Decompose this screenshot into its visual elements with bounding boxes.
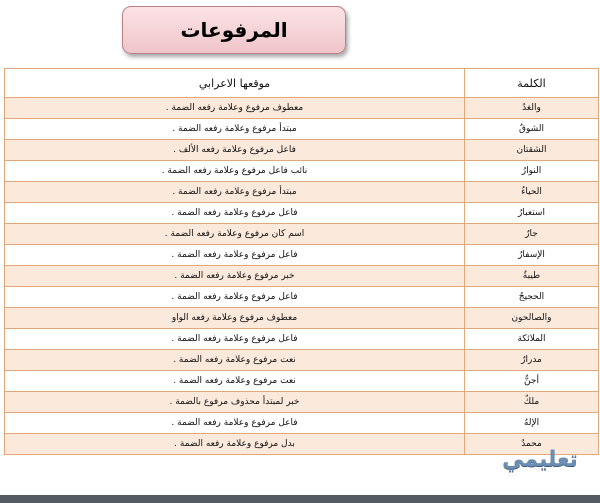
header-word: الكلمة [465, 69, 599, 98]
cell-position: فاعل مرفوع وعلامة رفعه الضمة . [5, 203, 465, 224]
table-row [5, 140, 599, 161]
table-row [5, 392, 599, 413]
table-row [5, 245, 599, 266]
cell-position: نعت مرفوع وعلامة رفعه الضمة . [5, 371, 465, 392]
table-row [5, 287, 599, 308]
bottom-bar [0, 495, 600, 503]
cell-position: بدل مرفوع وعلامة رفعه الضمة . [5, 434, 465, 455]
cell-word: محمدٌ [465, 434, 599, 455]
watermark-text: تعليمي [502, 446, 578, 472]
table-row [5, 119, 599, 140]
cell-position: فاعل مرفوع وعلامة رفعه الضمة . [5, 245, 465, 266]
cell-word: الإلهُ [465, 413, 599, 434]
cell-word: الشوقُ [465, 119, 599, 140]
cell-position: نائب فاعل مرفوع وعلامة رفعه الضمة . [5, 161, 465, 182]
page-title-text: المرفوعات [180, 18, 288, 42]
cell-position: فاعل مرفوع وعلامة رفعه الضمة . [5, 329, 465, 350]
cell-word: والصالحون [465, 308, 599, 329]
cell-word: النوارُ [465, 161, 599, 182]
cell-word: جارٌ [465, 224, 599, 245]
cell-position: معطوف مرفوع وعلامة رفعه الواو [5, 308, 465, 329]
table-row [5, 350, 599, 371]
cell-position: نعت مرفوع وعلامة رفعه الضمة . [5, 350, 465, 371]
cell-position: خبر مرفوع وعلامة رفعه الضمة . [5, 266, 465, 287]
cell-position: فاعل مرفوع وعلامة رفعه الضمة . [5, 413, 465, 434]
cell-word: أجنٌّ [465, 371, 599, 392]
cell-position: معطوف مرفوع وعلامة رفعه الضمة . [5, 98, 465, 119]
table-row [5, 98, 599, 119]
cell-word: الشقتان [465, 140, 599, 161]
cell-position: فاعل مرفوع وعلامة رفعه الضمة . [5, 287, 465, 308]
table-row [5, 329, 599, 350]
table-row [5, 413, 599, 434]
cell-word: الحجيجُ [465, 287, 599, 308]
cell-word: طيبةٌ [465, 266, 599, 287]
cell-word: استعبارُ [465, 203, 599, 224]
cell-word: الملائكة [465, 329, 599, 350]
table-header-row [5, 69, 599, 98]
watermark-logo [484, 442, 596, 476]
table-row [5, 266, 599, 287]
cell-word: والغدُ [465, 98, 599, 119]
cell-position: مبتدأ مرفوع وعلامة رفعه الضمة . [5, 119, 465, 140]
table-row [5, 371, 599, 392]
cell-position: مبتدأ مرفوع وعلامة رفعه الضمة . [5, 182, 465, 203]
cell-word: الحياءُ [465, 182, 599, 203]
grammar-table [4, 68, 599, 455]
table-row [5, 224, 599, 245]
cell-word: الإسفارُ [465, 245, 599, 266]
cell-position: خبر لمبتدأ محذوف مرفوع بالضمة . [5, 392, 465, 413]
table-row [5, 182, 599, 203]
cell-word: مدرارٌ [465, 350, 599, 371]
header-position: موقعها الاعرابي [5, 69, 465, 98]
table-row [5, 308, 599, 329]
table-row [5, 161, 599, 182]
cell-position: اسم كان مرفوع وعلامة رفعه الضمة . [5, 224, 465, 245]
cell-word: ملكٌ [465, 392, 599, 413]
table-body [5, 98, 599, 455]
table-row [5, 203, 599, 224]
page-title [122, 6, 346, 54]
cell-position: فاعل مرفوع وعلامة رفعه الألف . [5, 140, 465, 161]
